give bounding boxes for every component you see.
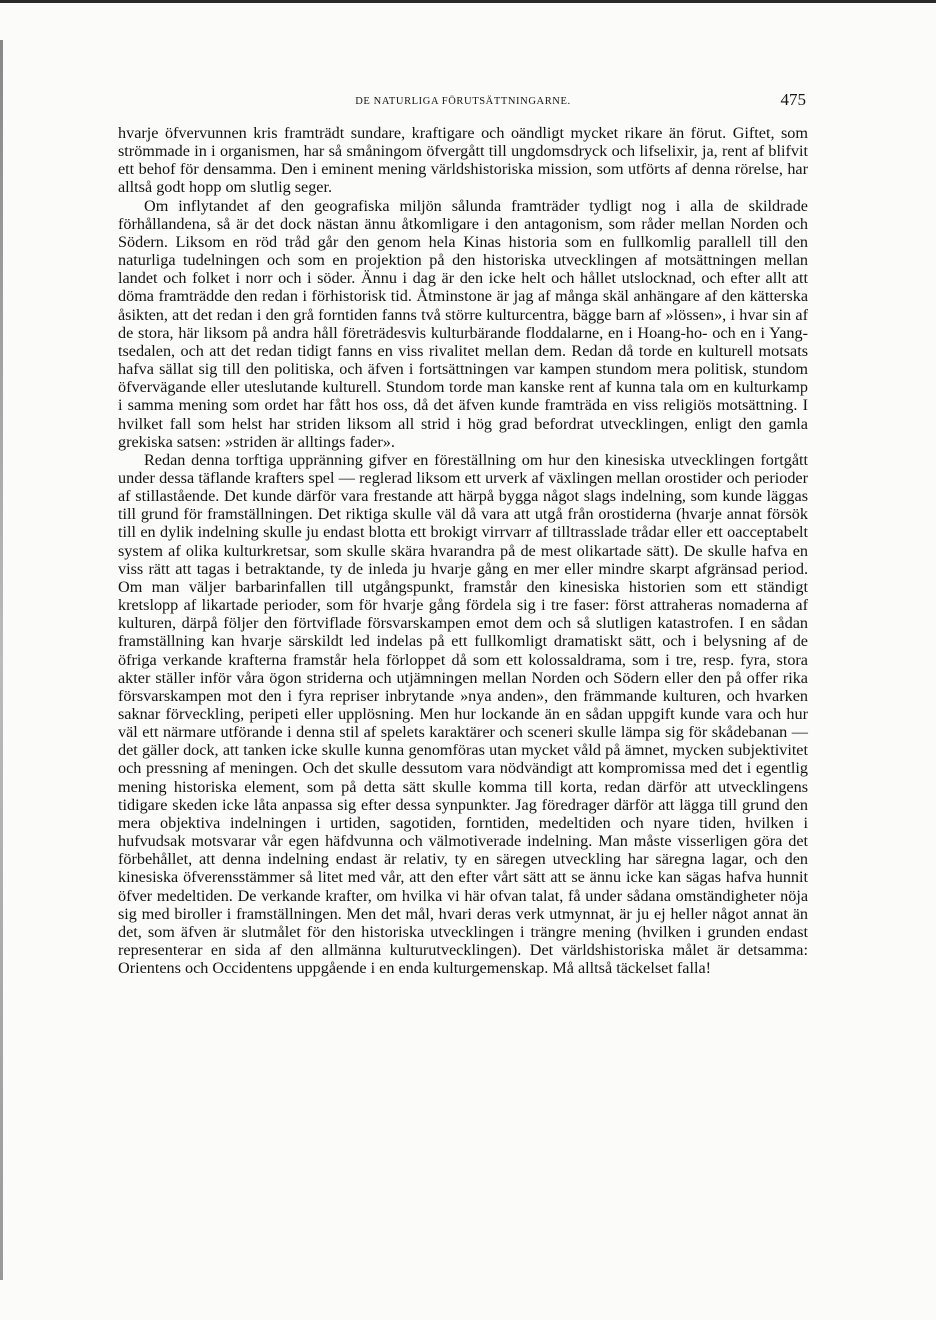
paragraph-geography: Om inflytandet af den geografiska miljön sålunda framträder tydligt nog i alla de skildrade förhållandena, så är det dock nästan ännu åtkomligare i den antagonism, som råder mellan Norden och Södern. Liksom en röd tråd går den genom hela Kinas historia som en fullkomlig parallell till den naturliga tudelningen och som en projektion på den historiska utvecklingen af motsättningen mellan landet och folket i norr och i söder. Ännu i dag är den icke helt och hållet utslocknad, och efter allt att döma framträdde den redan i förhistorisk tid. Åtminstone är jag af många skäl anhängare af den kätterska åsikten, att det redan i den grå forntiden fanns två större kulturcentra, bägge barn af »lössen», i hvar sin af de stora, här liksom på andra håll företrädesvis kulturbärande floddalarne, en i Hoang-ho- och en i Yang-tsedalen, och att det redan tidigt fanns en viss rivalitet mellan dem. Redan då torde en kulturell motsats hafva sällat sig till den politiska, och äfven i fortsättningen var kampen stundom mera politisk, stundom öfvervägande eller uteslutande kulturell. Stundom torde man kanske rent af kunna tala om en kulturkamp i samma mening som ordet har fått hos oss, då det äfven kunde framträda en viss religiös motsättning. I hvilket fall som helst har striden liksom all strid i hög grad befordrat utvecklingen, enligt den gamla grekiska satsen: »striden är alltings fader». bbox=[118, 196, 808, 451]
running-head bbox=[118, 90, 808, 114]
scan-border-left bbox=[0, 40, 3, 1280]
scan-border-top bbox=[0, 0, 936, 3]
paragraph-continued: hvarje öfvervunnen kris framträdt sundare, kraftigare och oändligt mycket rikare än förut. Giftet, som strömmade in i organismen, har så småningom öfvergått till ungdomsdryck och lifselixir, ja, rent af blifvit ett behof för densamma. Den i eminent mening världshistoriska mission, som utförts af denna rörelse, har alltså godt hopp om slutlig seger. bbox=[118, 124, 808, 197]
page-number: 475 bbox=[780, 90, 806, 109]
running-head-title: DE NATURLIGA FÖRUTSÄTTNINGARNE. bbox=[355, 96, 571, 107]
body-text bbox=[118, 124, 808, 977]
paragraph-periodization: Redan denna torftiga uppränning gifver en föreställning om hur den kinesiska utvecklingen fortgått under dessa täflande krafters spel — reglerad liksom ett urverk af växlingen mellan orostider och perioder af stillastående. Det kunde därför vara frestande att härpå bygga något slags indelning, som kunde läggas till grund för framställningen. Det riktiga skulle väl då vara att utgå från orostiderna (hvarje annat försök till en dylik indelning skulle ju endast blotta ett brokigt virrvarr af tilltrasslade trådar eller ett oacceptabelt system af olika kulturkretsar, som skulle skära hvarandra på de mest olikartade sätt). De skulle hafva en viss rätt att tagas i betraktande, ty de inleda ju hvarje gång en mer eller mindre skarpt afgränsad period. Om man väljer barbarinfallen till utgångspunkt, framstår den kinesiska historien som ett ständigt kretslopp af likartade perioder, som för hvarje gång fördela sig i tre faser: först attraheras nomaderna af kulturen, därpå följer den förtviflade försvarskampen emot dem och så slutligen katastrofen. I en sådan framställning kan hvarje särskildt led indelas på ett fullkomligt dramatiskt sätt, och i belysning af de öfriga verkande krafterna framstår hela förloppet då som ett kolossaldrama, som i tre, resp. fyra, stora akter ställer inför våra ögon striderna och utjämningen mellan Norden och Södern eller den på offer rika försvarskampen mot den i fyra repriser inbrytande »nya anden», den främmande kulturen, och hvarken saknar förveckling, peripeti eller upplösning. Men hur lockande än en sådan uppgift kunde vara och hur väl ett närmare utförande i denna stil af spelets karaktärer och sceneri skulle lämpa sig för skådebanan — det gäller dock, att tanken icke skulle kunna genomföras utan mycket våld på ämnet, mycken subjektivitet och pressning af meningen. Och det skulle dessutom vara nödvändigt att kompromissa med det i egentlig mening historiska element, som på detta sätt skulle komma till korta, redan därför att utvecklingens tidigare skeden icke låta anpassa sig efter dessa synpunkter. Jag föredrager därför att lägga till grund den mera objektiva indelningen i urtiden, sagotiden, forntiden, medeltiden och nyare tiden, hvilken i hufvudsak motsvarar vår egen häfdvunna och välmotiverade indelning. Man måste visserligen göra det förbehållet, att denna indelning endast är relativ, ty en säregen utveckling har säregna lagar, och den kinesiska öfverensstämmer så litet med vår, att den efter vårt sätt att se ännu icke kan sägas hafva hunnit öfver medeltiden. De verkande krafter, om hvilka vi här ofvan talat, få under sådana omständigheter nöja sig med biroller i framställningen. Men det mål, hvari deras verk utmynnat, är ju ej heller något annat än det, som äfven är slutmålet för den historiska utvecklingen i trängre mening (hvilken i grunden endast representerar en sida af den allmänna kulturutvecklingen). Det världshistoriska målet är detsamma: Orientens och Occidentens uppgående i en enda kulturgemenskap. Må alltså täckelset falla! bbox=[118, 450, 808, 978]
